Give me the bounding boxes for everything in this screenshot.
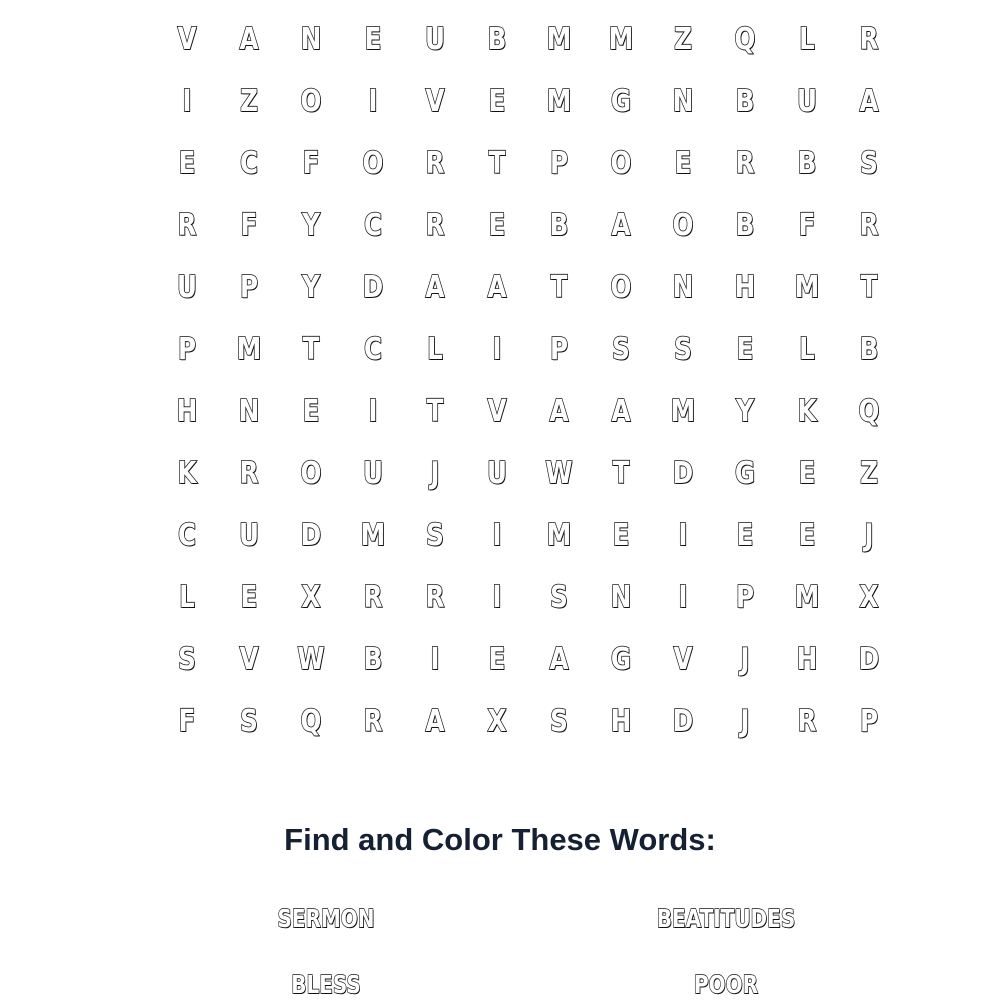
- grid-cell[interactable]: Y: [302, 269, 320, 305]
- grid-cell[interactable]: Q: [858, 393, 880, 429]
- grid-cell[interactable]: M: [546, 21, 572, 57]
- grid-cell[interactable]: Y: [302, 207, 320, 243]
- grid-cell[interactable]: O: [362, 145, 384, 181]
- grid-cell[interactable]: F: [798, 207, 816, 243]
- grid-cell[interactable]: T: [550, 269, 568, 305]
- grid-cell[interactable]: S: [550, 703, 568, 739]
- grid-cell[interactable]: L: [179, 579, 195, 615]
- grid-cell[interactable]: E: [488, 641, 506, 677]
- grid-cell[interactable]: P: [735, 579, 755, 615]
- grid-cell[interactable]: H: [610, 703, 632, 739]
- grid-cell[interactable]: V: [673, 641, 693, 677]
- grid-cell[interactable]: Y: [736, 393, 754, 429]
- grid-cell[interactable]: O: [672, 207, 694, 243]
- grid-cell[interactable]: H: [734, 269, 756, 305]
- grid-cell[interactable]: P: [177, 331, 197, 367]
- grid-cell[interactable]: T: [426, 393, 444, 429]
- grid-cell[interactable]: U: [177, 269, 197, 305]
- grid-cell[interactable]: I: [678, 579, 688, 615]
- grid-cell[interactable]: I: [492, 579, 502, 615]
- grid-cell[interactable]: R: [859, 21, 879, 57]
- grid-cell[interactable]: E: [674, 145, 692, 181]
- grid-cell[interactable]: A: [239, 21, 259, 57]
- grid-cell[interactable]: E: [736, 331, 754, 367]
- grid-cell[interactable]: B: [487, 21, 507, 57]
- grid-cell[interactable]: M: [608, 21, 634, 57]
- grid-cell[interactable]: D: [362, 269, 384, 305]
- grid-cell[interactable]: S: [612, 331, 630, 367]
- grid-cell[interactable]: W: [297, 641, 325, 677]
- grid-cell[interactable]: X: [859, 579, 879, 615]
- grid-cell[interactable]: A: [611, 393, 631, 429]
- grid-cell[interactable]: U: [487, 455, 507, 491]
- grid-cell[interactable]: Q: [734, 21, 756, 57]
- grid-cell[interactable]: B: [549, 207, 569, 243]
- grid-cell[interactable]: Z: [860, 455, 878, 491]
- grid-cell[interactable]: P: [549, 145, 569, 181]
- grid-cell[interactable]: P: [239, 269, 259, 305]
- grid-cell[interactable]: O: [610, 145, 632, 181]
- grid-cell[interactable]: O: [610, 269, 632, 305]
- word-item: BLESS: [291, 970, 361, 999]
- grid-cell[interactable]: M: [670, 393, 696, 429]
- grid-cell[interactable]: F: [240, 207, 258, 243]
- grid-cell[interactable]: A: [611, 207, 631, 243]
- grid-cell[interactable]: B: [363, 641, 383, 677]
- grid-cell[interactable]: T: [302, 331, 320, 367]
- grid-cell[interactable]: S: [178, 641, 196, 677]
- grid-cell[interactable]: M: [794, 579, 820, 615]
- grid-cell[interactable]: P: [859, 703, 879, 739]
- grid-cell[interactable]: A: [425, 269, 445, 305]
- grid-cell[interactable]: C: [363, 207, 383, 243]
- grid-cell[interactable]: D: [672, 703, 694, 739]
- grid-cell[interactable]: Q: [300, 703, 322, 739]
- grid-cell[interactable]: N: [610, 579, 632, 615]
- grid-cell[interactable]: N: [672, 269, 694, 305]
- grid-cell[interactable]: A: [859, 83, 879, 119]
- grid-cell[interactable]: E: [302, 393, 320, 429]
- grid-cell[interactable]: X: [301, 579, 321, 615]
- grid-cell[interactable]: V: [487, 393, 507, 429]
- grid-cell[interactable]: L: [799, 331, 815, 367]
- grid-cell[interactable]: T: [860, 269, 878, 305]
- grid-cell[interactable]: J: [864, 517, 874, 553]
- grid-cell[interactable]: M: [546, 83, 572, 119]
- grid-cell[interactable]: E: [178, 145, 196, 181]
- grid-cell[interactable]: E: [364, 21, 382, 57]
- grid-cell[interactable]: R: [735, 145, 755, 181]
- grid-cell[interactable]: U: [239, 517, 259, 553]
- grid-cell[interactable]: B: [797, 145, 817, 181]
- grid-cell[interactable]: C: [363, 331, 383, 367]
- grid-cell[interactable]: E: [798, 455, 816, 491]
- grid-cell[interactable]: G: [610, 83, 632, 119]
- word-item: BEATITUDES: [656, 904, 796, 933]
- grid-cell[interactable]: R: [363, 579, 383, 615]
- grid-cell[interactable]: F: [302, 145, 320, 181]
- grid-cell[interactable]: S: [860, 145, 878, 181]
- grid-cell[interactable]: M: [236, 331, 262, 367]
- grid-cell[interactable]: S: [426, 517, 444, 553]
- grid-cell[interactable]: E: [488, 83, 506, 119]
- grid-cell[interactable]: O: [300, 83, 322, 119]
- grid-cell[interactable]: C: [239, 145, 259, 181]
- grid-cell[interactable]: A: [487, 269, 507, 305]
- grid-cell[interactable]: D: [858, 641, 880, 677]
- grid-cell[interactable]: B: [859, 331, 879, 367]
- grid-cell[interactable]: E: [488, 207, 506, 243]
- grid-cell[interactable]: I: [368, 83, 378, 119]
- grid-cell[interactable]: B: [735, 207, 755, 243]
- grid-cell[interactable]: S: [240, 703, 258, 739]
- grid-cell[interactable]: F: [178, 703, 196, 739]
- grid-cell[interactable]: I: [492, 517, 502, 553]
- grid-cell[interactable]: G: [734, 455, 756, 491]
- grid-cell[interactable]: A: [549, 641, 569, 677]
- grid-cell[interactable]: L: [427, 331, 443, 367]
- grid-cell[interactable]: I: [430, 641, 440, 677]
- grid-cell[interactable]: M: [794, 269, 820, 305]
- grid-cell[interactable]: A: [425, 703, 445, 739]
- grid-cell[interactable]: I: [182, 83, 192, 119]
- letter-grid: [156, 8, 900, 752]
- grid-cell[interactable]: R: [177, 207, 197, 243]
- grid-cell[interactable]: M: [360, 517, 386, 553]
- grid-cell[interactable]: R: [797, 703, 817, 739]
- grid-cell[interactable]: H: [796, 641, 818, 677]
- grid-cell[interactable]: N: [672, 83, 694, 119]
- grid-cell[interactable]: W: [545, 455, 573, 491]
- grid-cell[interactable]: H: [176, 393, 198, 429]
- grid-cell[interactable]: C: [177, 517, 197, 553]
- grid-cell[interactable]: U: [425, 21, 445, 57]
- grid-cell[interactable]: L: [799, 21, 815, 57]
- grid-cell[interactable]: V: [425, 83, 445, 119]
- grid-cell[interactable]: N: [238, 393, 260, 429]
- grid-cell[interactable]: V: [177, 21, 197, 57]
- grid-cell[interactable]: R: [363, 703, 383, 739]
- grid-cell[interactable]: U: [797, 83, 817, 119]
- grid-cell[interactable]: G: [610, 641, 632, 677]
- grid-cell[interactable]: E: [736, 517, 754, 553]
- grid-cell[interactable]: J: [740, 703, 750, 739]
- grid-cell[interactable]: D: [672, 455, 694, 491]
- grid-cell[interactable]: I: [678, 517, 688, 553]
- grid-cell[interactable]: I: [368, 393, 378, 429]
- grid-cell[interactable]: Z: [240, 83, 258, 119]
- word-list: [0, 896, 1000, 1000]
- grid-cell[interactable]: I: [492, 331, 502, 367]
- grid-cell[interactable]: S: [550, 579, 568, 615]
- grid-cell[interactable]: E: [798, 517, 816, 553]
- grid-cell[interactable]: R: [425, 145, 445, 181]
- instructions-title: Find and Color These Words:: [284, 822, 716, 857]
- grid-cell[interactable]: J: [430, 455, 440, 491]
- grid-cell[interactable]: R: [239, 455, 259, 491]
- grid-cell[interactable]: V: [239, 641, 259, 677]
- grid-cell[interactable]: B: [735, 83, 755, 119]
- grid-cell[interactable]: T: [612, 455, 630, 491]
- grid-cell[interactable]: E: [612, 517, 630, 553]
- grid-cell[interactable]: P: [549, 331, 569, 367]
- grid-cell[interactable]: O: [300, 455, 322, 491]
- grid-cell[interactable]: Z: [674, 21, 692, 57]
- grid-cell[interactable]: M: [546, 517, 572, 553]
- grid-cell[interactable]: T: [488, 145, 506, 181]
- grid-cell[interactable]: U: [363, 455, 383, 491]
- grid-cell[interactable]: E: [240, 579, 258, 615]
- grid-cell[interactable]: R: [425, 579, 445, 615]
- grid-cell[interactable]: K: [177, 455, 197, 491]
- word-item: POOR: [693, 970, 759, 999]
- grid-cell[interactable]: D: [300, 517, 322, 553]
- grid-cell[interactable]: A: [549, 393, 569, 429]
- word-item: SERMON: [277, 904, 375, 933]
- grid-cell[interactable]: R: [859, 207, 879, 243]
- grid-cell[interactable]: N: [300, 21, 322, 57]
- grid-cell[interactable]: S: [674, 331, 692, 367]
- grid-cell[interactable]: R: [425, 207, 445, 243]
- grid-cell[interactable]: K: [797, 393, 817, 429]
- grid-cell[interactable]: J: [740, 641, 750, 677]
- grid-cell[interactable]: X: [487, 703, 507, 739]
